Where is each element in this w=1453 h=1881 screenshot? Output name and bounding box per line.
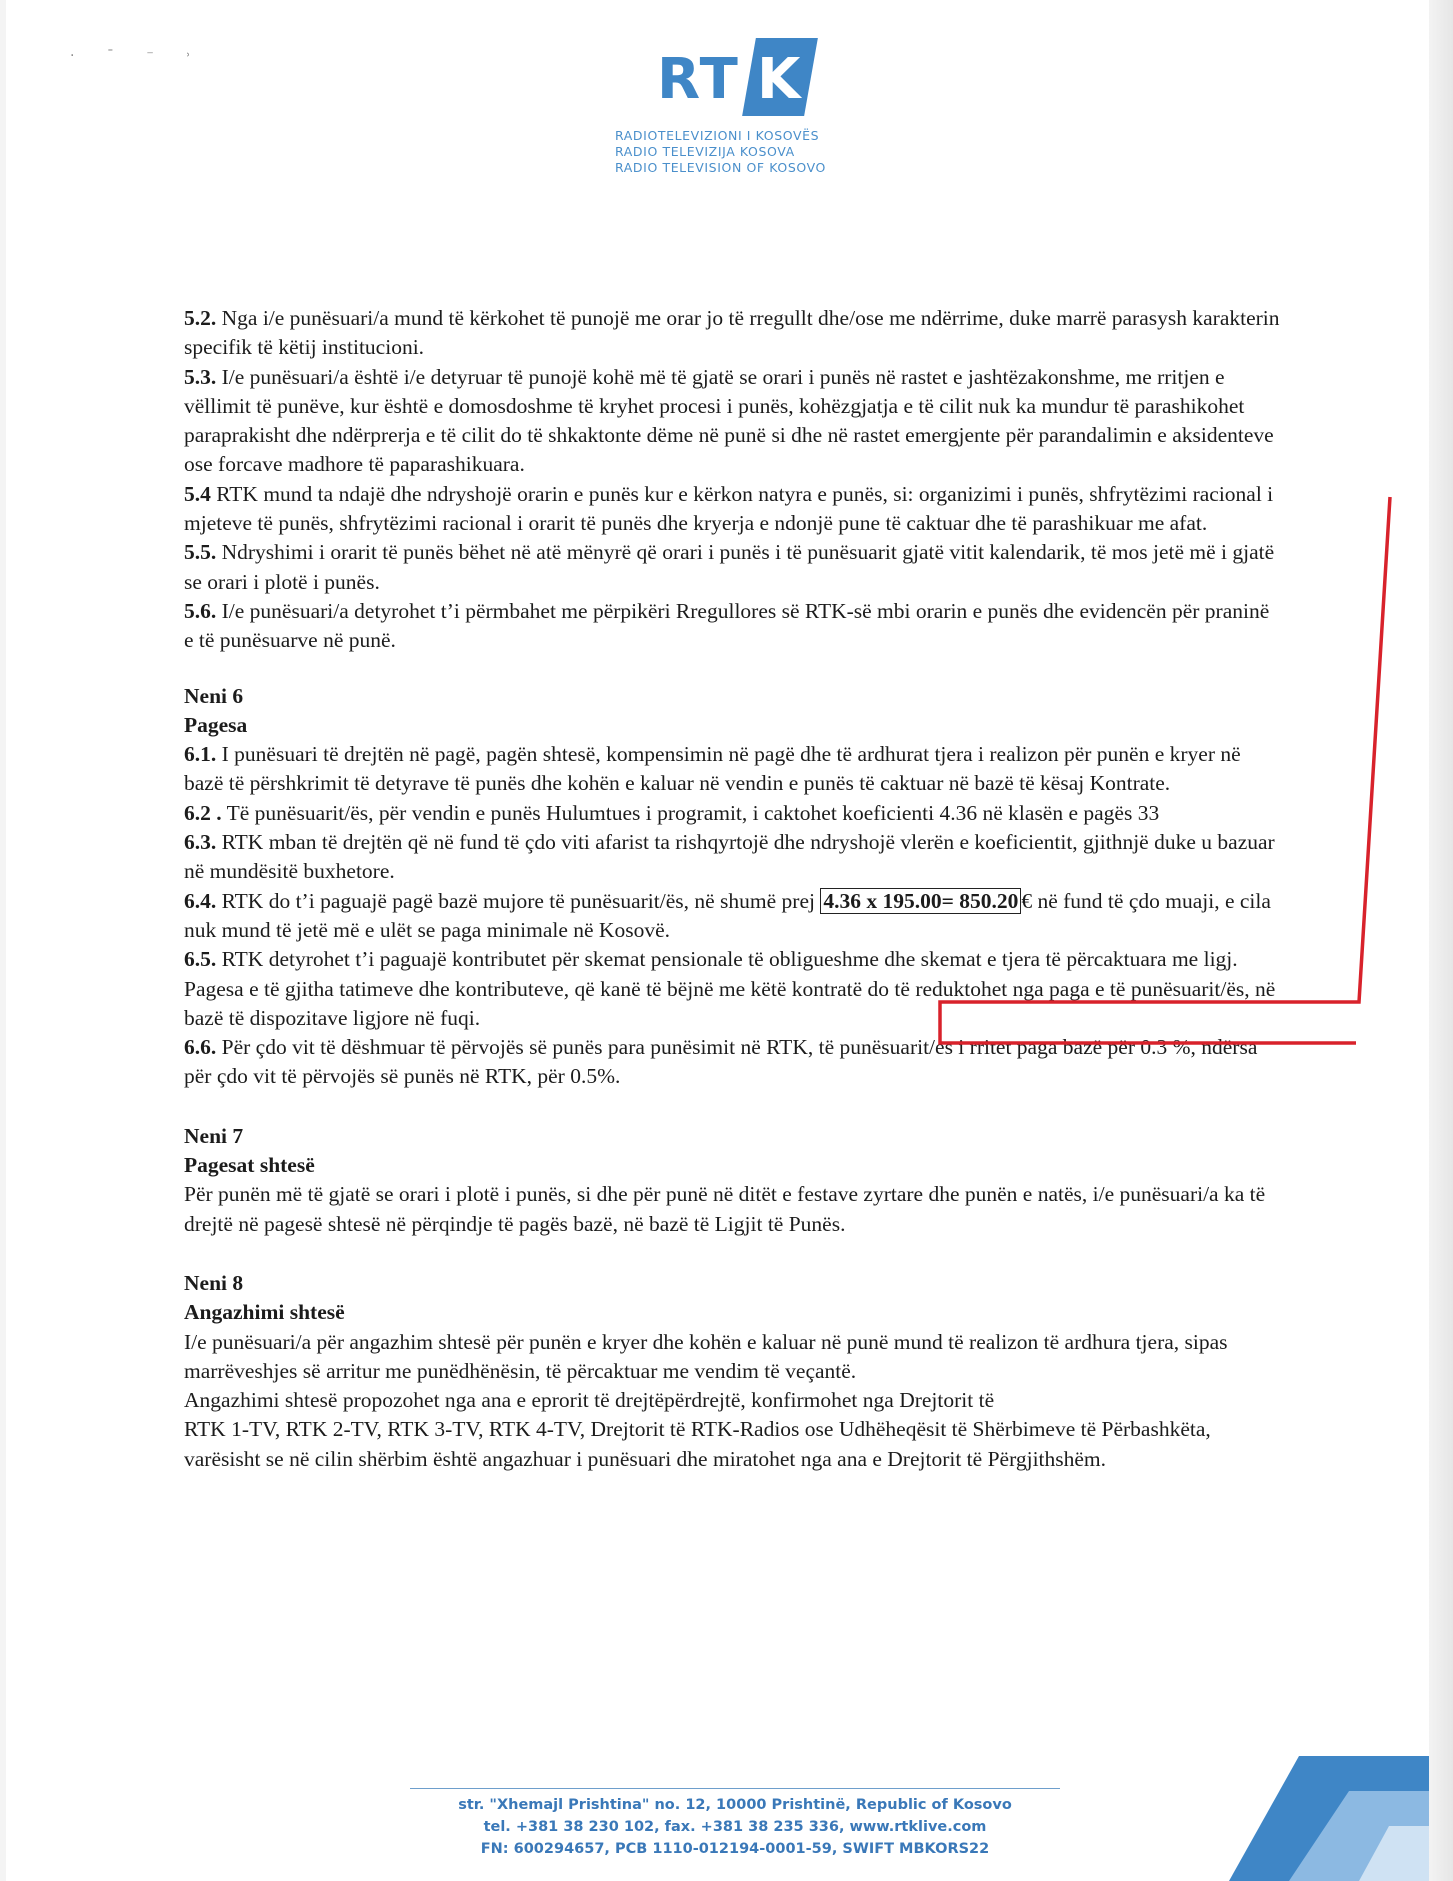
rtk-logo-mark <box>657 36 807 122</box>
salary-amount-box: 4.36 x 195.00= 850.20 <box>820 888 1021 914</box>
clause-5-5 <box>184 538 1284 597</box>
clause-text: € në fund të çdo muaji, e cila nuk mund të jetë më e ulët se paga minimale në Kosovë. <box>184 888 1271 942</box>
article-7-text: Për punën më të gjatë se orari i plotë i punës, si dhe për punë në ditët e festave zyrtare dhe punën e natës, i/e punësuari/a ka të drejtë në pagesë shtesë në përqindje të pagës bazë, në bazë të Ligjit të Punës. <box>184 1182 1266 1236</box>
footer-contact <box>400 1794 1070 1860</box>
footer-phone: tel. +381 38 230 102, fax. +381 38 235 336, www.rtklive.com <box>483 1819 987 1835</box>
scan-edge-left <box>0 0 6 1881</box>
clause-6-4 <box>184 887 1284 946</box>
clause-number: 5.6. <box>184 598 217 623</box>
footer-divider <box>410 1788 1060 1789</box>
clause-6-1 <box>184 740 1284 799</box>
logo-line-english: RADIO TELEVISION OF KOSOVO <box>615 160 826 175</box>
logo-line-serbian: RADIO TELEVIZIJA KOSOVA <box>615 144 795 159</box>
clause-6-3 <box>184 828 1284 887</box>
brand-stripes-graphic <box>1229 1756 1429 1881</box>
article-7-number: Neni 7 <box>184 1123 244 1148</box>
clause-number: 5.4 <box>184 481 211 506</box>
article-8-title: Angazhimi shtesë <box>184 1300 345 1325</box>
clause-5-6 <box>184 597 1284 656</box>
clause-5-3 <box>184 363 1284 480</box>
article-8-text-3: RTK 1-TV, RTK 2-TV, RTK 3-TV, RTK 4-TV, Drejtorit të RTK-Radios ose Udhëheqësit të Shërbimeve të Përbashkëta, varësisht se në cilin shërbim është angazhuar i punësuari dhe miratohet nga ana e Drejtorit të Përgjithshëm. <box>184 1417 1211 1471</box>
article-6-number: Neni 6 <box>184 683 244 708</box>
clause-number: 5.5. <box>184 540 217 565</box>
clause-text: I/e punësuari/a është i/e detyruar të punojë kohë më të gjatë se orari i punës në rastet e jashtëzakonshme, me rritjen e vëllimit të punëve, kur është e domosdoshme të kryhet procesi i punës, kohëzgjatja e të cilit nuk ka mundur të parashikohet paraprakisht dhe ndërprerja e të cilit do të shkaktonte dëme në punë si dhe në rastet emergjente për parandalimin e aksidenteve ose forcave madhore të paparashikuara. <box>184 364 1274 477</box>
clause-6-6 <box>184 1033 1284 1092</box>
clause-number: 6.1. <box>184 742 217 767</box>
footer-bank: FN: 600294657, PCB 1110-012194-0001-59, SWIFT MBKORS22 <box>480 1841 990 1857</box>
footer-address: str. "Xhemajl Prishtina" no. 12, 10000 Prishtinë, Republic of Kosovo <box>458 1797 1012 1813</box>
clause-text: Ndryshimi i orarit të punës bëhet në atë mënyrë që orari i punës i të punësuarit gjatë vitit kalendarik, të mos jetë më i gjatë se orari i plotë i punës. <box>184 540 1275 594</box>
clause-6-5 <box>184 945 1284 1033</box>
clause-text: I/e punësuari/a detyrohet t’i përmbahet me përpikëri Rregullores së RTK-së mbi orarin e punës dhe evidencën për praninë e të punësuarve në punë. <box>184 598 1270 653</box>
clause-6-2 <box>184 799 1284 828</box>
logo-rt-text: RT <box>657 47 740 112</box>
contract-body <box>184 304 1284 1474</box>
logo-k-text: K <box>757 47 801 112</box>
clause-text: Të punësuarit/ës, për vendin e punës Hulumtues i programit, i caktohet koeficienti 4.36 në klasën e pagës 33 <box>226 800 1160 825</box>
clause-number: 6.2 . <box>184 800 222 825</box>
logo-subtitle <box>615 128 855 176</box>
clause-number: 5.3. <box>184 364 217 389</box>
clause-number: 6.3. <box>184 830 217 855</box>
article-8-number: Neni 8 <box>184 1270 244 1295</box>
clause-text: RTK do t’i paguajë pagë bazë mujore të punësuarit/ës, në shumë prej <box>221 888 815 913</box>
clause-number: 6.4. <box>184 888 217 913</box>
scan-edge-right <box>1429 0 1453 1881</box>
clause-number: 6.5. <box>184 947 217 972</box>
clause-text: Nga i/e punësuari/a mund të kërkohet të punojë me orar jo të rregullt dhe/ose me ndërrime, duke marrë parasysh karakterin specifik të këtij institucioni. <box>184 306 1280 360</box>
clause-text: RTK detyrohet t’i paguajë kontributet për skemat pensionale të obligueshme dhe skemat e tjera të përcaktuara me ligj. Pagesa e të gjitha tatimeve dhe kontributeve, që kanë të bëjnë me këtë kontratë do të reduktohet nga paga e të punësuarit/ës, në bazë të dispozitave ligjore në fuqi. <box>184 947 1276 1030</box>
pen-marks: · ˉ ⁻ ˒ <box>70 48 205 64</box>
logo-line-albanian: RADIOTELEVIZIONI I KOSOVËS <box>615 128 820 143</box>
clause-text: RTK mban të drejtën që në fund të çdo viti afarist ta rishqyrtojë dhe ndryshojë vlerën e koeficientit, gjithnjë duke u bazuar në mundësitë buxhetore. <box>184 830 1275 884</box>
article-8-text-2: Angazhimi shtesë propozohet nga ana e eprorit të drejtëpërdrejtë, konfirmohet nga Drejtorit të <box>184 1388 995 1413</box>
article-7-title: Pagesat shtesë <box>184 1153 315 1178</box>
clause-number: 6.6. <box>184 1035 217 1060</box>
clause-5-4 <box>184 480 1284 539</box>
article-8-text-1: I/e punësuari/a për angazhim shtesë për punën e kryer dhe kohën e kaluar në punë mund të realizon të ardhura tjera, sipas marrëveshjes së arritur me punëdhënësin, të përcaktuar me vendim të veçantë. <box>184 1329 1228 1383</box>
clause-text: I punësuari të drejtën në pagë, pagën shtesë, kompensimin në pagë dhe të ardhurat tjera i realizon për punën e kryer në bazë të përshkrimit të detyrave të punës dhe kohën e kaluar në vendin e punës të caktuar në bazë të kësaj Kontrate. <box>184 742 1241 796</box>
clause-5-2 <box>184 304 1284 363</box>
clause-text: Për çdo vit të dëshmuar të përvojës së punës para punësimit në RTK, të punësuarit/es i rritet paga bazë për 0.3 %, ndërsa për çdo vit të përvojës së punës në RTK, për 0.5%. <box>184 1035 1258 1089</box>
rtk-logo <box>615 36 855 186</box>
article-6-title: Pagesa <box>184 712 248 737</box>
clause-number: 5.2. <box>184 306 217 330</box>
clause-text: RTK mund ta ndajë dhe ndryshojë orarin e punës kur e kërkon natyra e punës, si: organizimi i punës, shfrytëzimi racional i mjeteve të punës, shfrytëzimi racional i orarit të punës dhe kryerja e ndonjë pune të caktuar dhe të parashikuar me afat. <box>184 481 1274 536</box>
